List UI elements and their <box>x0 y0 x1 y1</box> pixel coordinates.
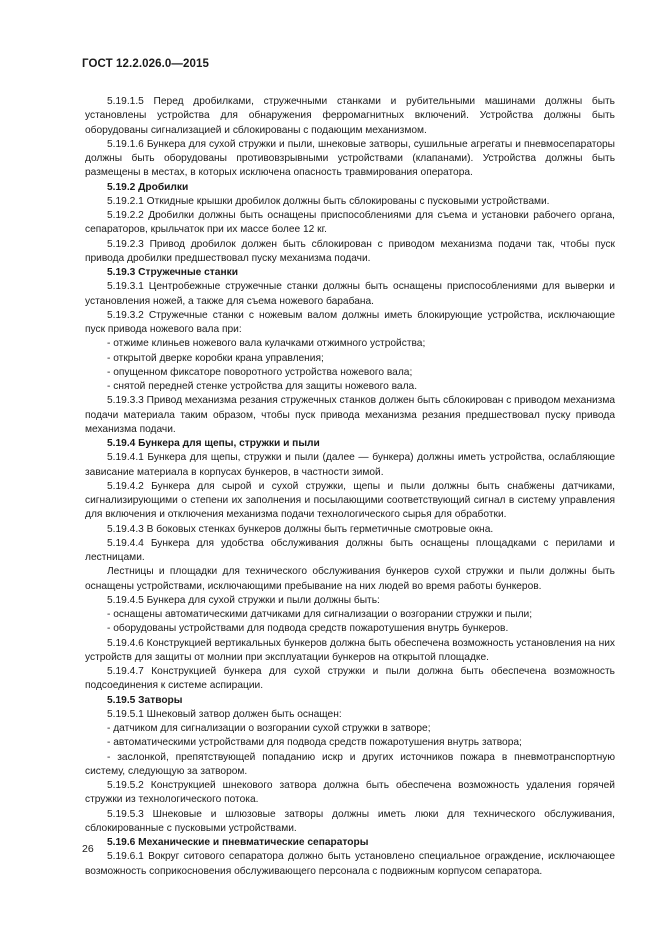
paragraph-5-19-4-4: 5.19.4.4 Бункера для удобства обслуживания должны быть оснащены площадками с перилами и лестницами. <box>85 537 615 563</box>
paragraph-5-19-6-1: 5.19.6.1 Вокруг ситового сепаратора должно быть установлено специальное ограждение, исключающее возможность соприкосновения обслуживающего персонала с подвижным корпусом сепаратора. <box>85 851 615 877</box>
paragraph-5-19-4-5: 5.19.4.5 Бункера для сухой стружки и пыли должны быть: <box>107 594 380 606</box>
paragraph-5-19-4-3: 5.19.4.3 В боковых стенках бункеров должны быть герметичные смотровые окна. <box>107 523 494 535</box>
paragraph-5-19-4-6: 5.19.4.6 Конструкцией вертикальных бункеров должна быть обеспечена возможность установления на них устройств для защиты от молнии при эксплуатации бункеров на открытой площадке. <box>85 637 615 663</box>
paragraph-ladders: Лестницы и площадки для технического обслуживания бункеров сухой стружки и пыли должны быть оснащены устройствами, исключающими пребывание на них людей во время работы бункеров. <box>85 566 615 592</box>
document-body <box>85 95 615 879</box>
paragraph-5-19-2-2: 5.19.2.2 Дробилки должны быть оснащены приспособлениями для съема и установки рабочего органа, сепараторов, крыльчаток при их массе более 12 кг. <box>85 210 615 236</box>
paragraph-5-19-3-1: 5.19.3.1 Центробежные стружечные станки должны быть оснащены приспособлениями для выверки и установления ножей, а также для съема ножевого барабана. <box>85 281 615 307</box>
paragraph-5-19-1-6: 5.19.1.6 Бункера для сухой стружки и пыли, шнековые затворы, сушильные агрегаты и пневмосепараторы должны быть оборудованы противовзрывными устройствами (клапанами). Устройства должны быть размещены в местах, в которых исключена опасность травмирования оператора. <box>85 138 615 179</box>
list-item: - автоматическими устройствами для подвода средств пожаротушения внутрь затвора; <box>107 737 522 749</box>
standard-header: ГОСТ 12.2.026.0—2015 <box>82 58 209 70</box>
paragraph-5-19-2-1: 5.19.2.1 Откидные крышки дробилок должны быть сблокированы с пусковыми устройствами. <box>107 195 550 207</box>
section-heading-5-19-2: 5.19.2 Дробилки <box>107 181 189 193</box>
page-number: 26 <box>82 843 94 855</box>
list-item: - открытой дверке коробки крана управления; <box>107 352 324 364</box>
list-item: - снятой передней стенке устройства для защиты ножевого вала. <box>107 381 418 392</box>
list-item: - отжиме клиньев ножевого вала кулачками отжимного устройства; <box>107 338 426 350</box>
list-item: - датчиком для сигнализации о возгорании сухой стружки в затворе; <box>107 723 431 734</box>
list-item: - оснащены автоматическими датчиками для сигнализации о возгорании стружки и пыли; <box>107 609 533 620</box>
section-heading-5-19-5: 5.19.5 Затворы <box>107 694 183 706</box>
list-item: - оборудованы устройствами для подвода средств пожаротушения внутрь бункеров. <box>107 623 509 635</box>
paragraph-5-19-4-2: 5.19.4.2 Бункера для сырой и сухой стружки, щепы и пыли должны быть снабжены датчиками, сигнализирующими о степени их заполнения и посылающими соответствующий сигнал в систему управления для включения и отключения механизма подачи технологического сырья для обработки. <box>85 480 615 521</box>
paragraph-5-19-4-7: 5.19.4.7 Конструкцией бункера для сухой стружки и пыли должна быть обеспечена возможность подсоединения к системе аспирации. <box>85 666 615 692</box>
paragraph-5-19-3-2: 5.19.3.2 Стружечные станки с ножевым валом должны иметь блокирующие устройства, исключающие пуск привода ножевого вала при: <box>85 309 615 335</box>
paragraph-5-19-5-2: 5.19.5.2 Конструкцией шнекового затвора должна быть обеспечена возможность удаления горячей стружки из технологического потока. <box>85 780 615 806</box>
paragraph-5-19-5-1: 5.19.5.1 Шнековый затвор должен быть оснащен: <box>107 708 342 720</box>
paragraph-5-19-2-3: 5.19.2.3 Привод дробилок должен быть сблокирован с приводом механизма подачи так, чтобы пуск привода дробилки предшествовал пуску механизма подачи. <box>85 238 615 264</box>
section-heading-5-19-3: 5.19.3 Стружечные станки <box>107 267 238 278</box>
list-item: - опущенном фиксаторе поворотного устройства ножевого вала; <box>107 366 413 378</box>
paragraph-5-19-3-3: 5.19.3.3 Привод механизма резания стружечных станков должен быть сблокирован с приводом механизма подачи материала таким образом, чтобы пуск привода механизма резания предшествовал пуску привода механизма подачи. <box>85 395 615 435</box>
paragraph-5-19-1-5: 5.19.1.5 Перед дробилками, стружечными станками и рубительными машинами должны быть установлены устройства для обнаружения ферромагнитных включений. Устройства должны быть оборудованы сигнализацией и сблокированы с подающим механизмом. <box>85 96 615 136</box>
paragraph-5-19-5-3: 5.19.5.3 Шнековые и шлюзовые затворы должны иметь люки для технического обслуживания, сблокированные с пусковыми устройствами. <box>85 808 615 834</box>
section-heading-5-19-4: 5.19.4 Бункера для щепы, стружки и пыли <box>107 438 320 449</box>
section-heading-5-19-6: 5.19.6 Механические и пневматические сепараторы <box>107 837 369 848</box>
paragraph-5-19-4-1: 5.19.4.1 Бункера для щепы, стружки и пыли (далее — бункера) должны иметь устройства, ослабляющие зависание материала в корпусах бункеров, в частности зимой. <box>85 452 615 478</box>
list-item: - заслонкой, препятствующей попаданию искр и других источников пожара в пневмотранспортную систему, следующую за затвором. <box>85 751 615 777</box>
